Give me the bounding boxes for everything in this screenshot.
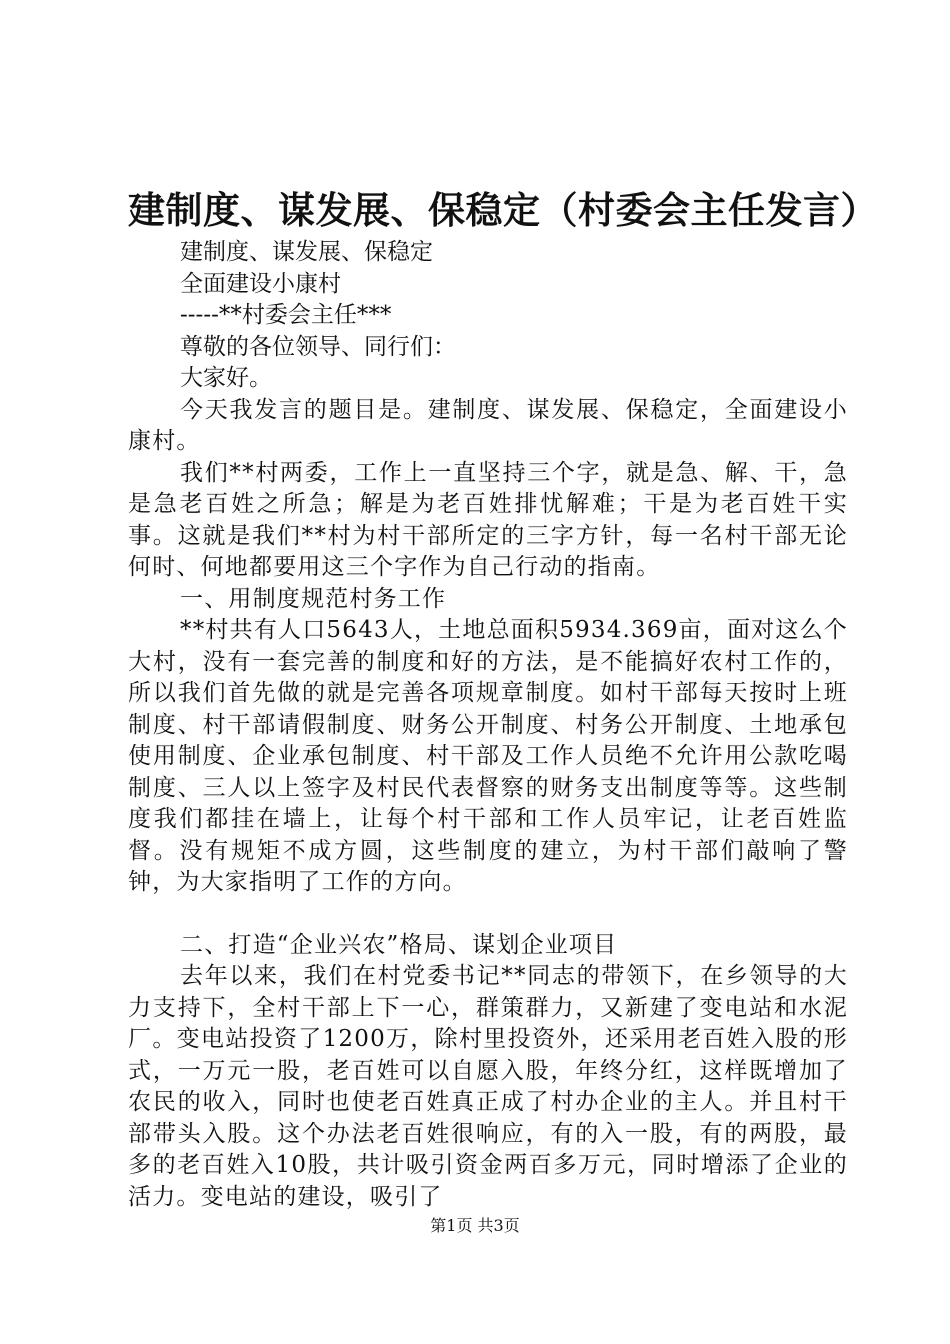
- section-heading: 二、打造“企业兴农”格局、谋划企业项目: [180, 931, 618, 958]
- subtitle-line: 全面建设小康村: [180, 270, 341, 297]
- body-paragraph: **村共有人口5643人，土地总面积5934.369亩，面对这么个大村，没有一套完善的制度和好的方法，是不能搞好农村工作的，所以我们首先做的就是完善各项规章制度。如村干部每天按时上班制度、村干部请假制度、财务公开制度、村务公开制度、土地承包使用制度、企业承包制度、村干部及工作人员绝不允许用公款吃喝制度、三人以上签字及村民代表督察的财务支出制度等等。这些制度我们都挂在墙上，让每个村干部和工作人员牢记，让老百姓监督。没有规矩不成方圆，这些制度的建立，为村干部们敲响了警钟，为大家指明了工作的方向。: [128, 617, 848, 895]
- subtitle-line: 建制度、谋发展、保稳定: [180, 239, 433, 265]
- section-heading: 一、用制度规范村务工作: [180, 585, 447, 612]
- body-paragraph: 我们**村两委，工作上一直坚持三个字，就是急、解、干，急是急老百姓之所急；解是为老百姓排忧解难；干是为老百姓干实事。这就是我们**村为村干部所定的三字方针，每一名村干部无论何时、何地都要用这三个字作为自己行动的指南。: [128, 459, 848, 580]
- body-paragraph: 去年以来，我们在村党委书记**同志的带领下，在乡领导的大力支持下，全村干部上下一心，群策群力，又新建了变电站和水泥厂。变电站投资了1200万，除村里投资外，还采用老百姓入股的形式，一万元一股，老百姓可以自愿入股，年终分红，这样既增加了农民的收入，同时也使老百姓真正成了村办企业的主人。并且村干部带头入股。这个办法老百姓很响应，有的入一股，有的两股，最多的老百姓入10股，共计吸引资金两百多万元，同时增添了企业的活力。变电站的建设，吸引了: [128, 963, 848, 1210]
- salutation-line: 尊敬的各位领导、同行们：: [180, 333, 456, 360]
- body-paragraph: 今天我发言的题目是。建制度、谋发展、保稳定，全面建设小康村。: [128, 396, 848, 454]
- page-footer: 第1页 共3页: [430, 1216, 520, 1235]
- document-title: 建制度、谋发展、保稳定（村委会主任发言）: [128, 188, 878, 232]
- paragraph-gap: [128, 899, 848, 930]
- document-body: [128, 237, 848, 1213]
- greeting-line: 大家好。: [180, 365, 272, 391]
- speaker-line: -----**村委会主任***: [180, 302, 392, 328]
